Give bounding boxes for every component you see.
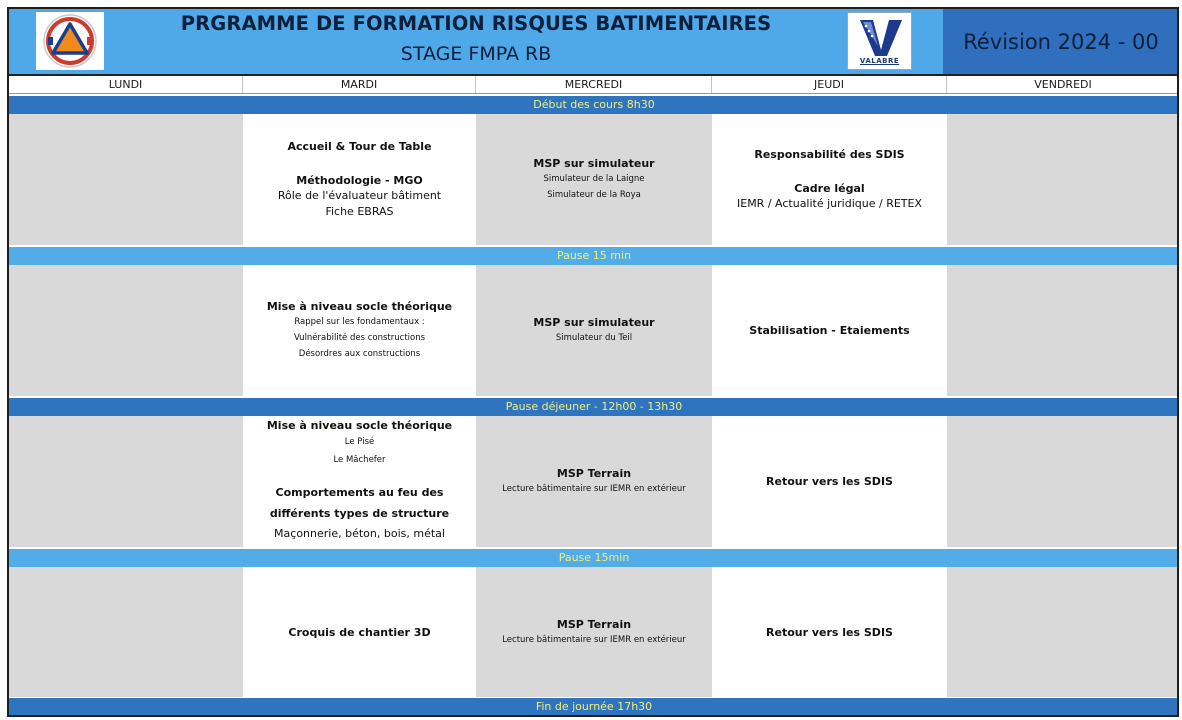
course-line: Le Pisé xyxy=(344,437,375,447)
course-title: MSP Terrain xyxy=(556,617,632,631)
course-title: Stabilisation - Etaiements xyxy=(749,324,910,337)
schedule-sheet xyxy=(7,7,1179,717)
band-lunch: Pause déjeuner - 12h00 - 13h30 xyxy=(9,398,1179,416)
course-line: IEMR / Actualité juridique / RETEX xyxy=(737,197,922,210)
cell-mercredi-slot1 xyxy=(476,114,712,245)
course-title: Méthodologie - MGO xyxy=(296,174,423,187)
day-header-mardi: MARDI xyxy=(243,76,476,93)
course-title: Accueil & Tour de Table xyxy=(287,140,432,153)
revision-box xyxy=(943,9,1179,74)
course-line: Simulateur de la Laigne xyxy=(543,174,645,184)
cell-jeudi-slot2 xyxy=(712,265,947,396)
cell-vendredi-slot4 xyxy=(947,567,1179,697)
course-line: Fiche EBRAS xyxy=(325,205,394,218)
page-subtitle: STAGE FMPA RB xyxy=(400,43,552,65)
page-title: PRGRAMME DE FORMATION RISQUES BATIMENTAIRES xyxy=(180,12,772,35)
valabre-logo-icon xyxy=(847,12,912,70)
course-title: MSP sur simulateur xyxy=(533,157,655,170)
course-line: Vulnérabilité des constructions xyxy=(293,333,426,343)
course-title: différents types de structure xyxy=(269,507,450,520)
cell-vendredi-slot2 xyxy=(947,265,1179,396)
band-pause-1: Pause 15 min xyxy=(9,247,1179,265)
cell-mardi-slot1 xyxy=(243,114,476,245)
cell-mardi-slot3 xyxy=(243,416,476,547)
course-title: Responsabilité des SDIS xyxy=(754,148,905,161)
day-header-mercredi: MERCREDI xyxy=(476,76,712,93)
course-line: Lecture bâtimentaire sur IEMR en extérieur xyxy=(502,634,686,645)
cell-lundi-slot1 xyxy=(9,114,243,245)
band-pause-2: Pause 15min xyxy=(9,549,1179,567)
band-end: Fin de journée 17h30 xyxy=(9,698,1179,716)
header-banner xyxy=(9,9,943,74)
course-line: Lecture bâtimentaire sur IEMR en extérieur xyxy=(502,484,686,494)
course-line: Simulateur du Teil xyxy=(555,333,633,343)
cell-vendredi-slot3 xyxy=(947,416,1179,547)
course-title: Croquis de chantier 3D xyxy=(288,625,431,639)
course-line: Désordres aux constructions xyxy=(298,349,421,359)
cell-mardi-slot2 xyxy=(243,265,476,396)
course-title: Mise à niveau socle théorique xyxy=(266,419,453,432)
cell-mercredi-slot3 xyxy=(476,416,712,547)
course-title: MSP Terrain xyxy=(556,467,632,480)
course-line: Maçonnerie, béton, bois, métal xyxy=(274,527,445,540)
cell-mercredi-slot4 xyxy=(476,567,712,697)
cell-lundi-slot2 xyxy=(9,265,243,396)
day-header-row xyxy=(9,74,1179,94)
cell-lundi-slot3 xyxy=(9,416,243,547)
revision-label: Révision 2024 - 00 xyxy=(963,29,1159,54)
cell-vendredi-slot1 xyxy=(947,114,1179,245)
course-title: Retour vers les SDIS xyxy=(766,625,893,639)
course-line: Le Mâchefer xyxy=(333,455,386,465)
cell-lundi-slot4 xyxy=(9,567,243,697)
cell-jeudi-slot1 xyxy=(712,114,947,245)
cell-mardi-slot4 xyxy=(243,567,476,697)
course-title: Retour vers les SDIS xyxy=(766,475,893,488)
cell-jeudi-slot3 xyxy=(712,416,947,547)
day-header-jeudi: JEUDI xyxy=(712,76,947,93)
valabre-logo-text: VALABRE xyxy=(859,57,900,65)
course-line: Simulateur de la Roya xyxy=(547,190,641,200)
band-start: Début des cours 8h30 xyxy=(9,96,1179,114)
day-header-lundi: LUNDI xyxy=(9,76,243,93)
course-line: Rôle de l'évaluateur bâtiment xyxy=(277,189,442,202)
course-title: Comportements au feu des xyxy=(275,486,444,499)
day-header-vendredi: VENDREDI xyxy=(1034,78,1092,91)
cell-mercredi-slot2 xyxy=(476,265,712,396)
course-title: Cadre légal xyxy=(794,182,865,195)
course-title: MSP sur simulateur xyxy=(533,316,655,329)
course-line: Rappel sur les fondamentaux : xyxy=(294,317,425,327)
course-title: Mise à niveau socle théorique xyxy=(266,300,453,313)
cell-jeudi-slot4 xyxy=(712,567,947,697)
